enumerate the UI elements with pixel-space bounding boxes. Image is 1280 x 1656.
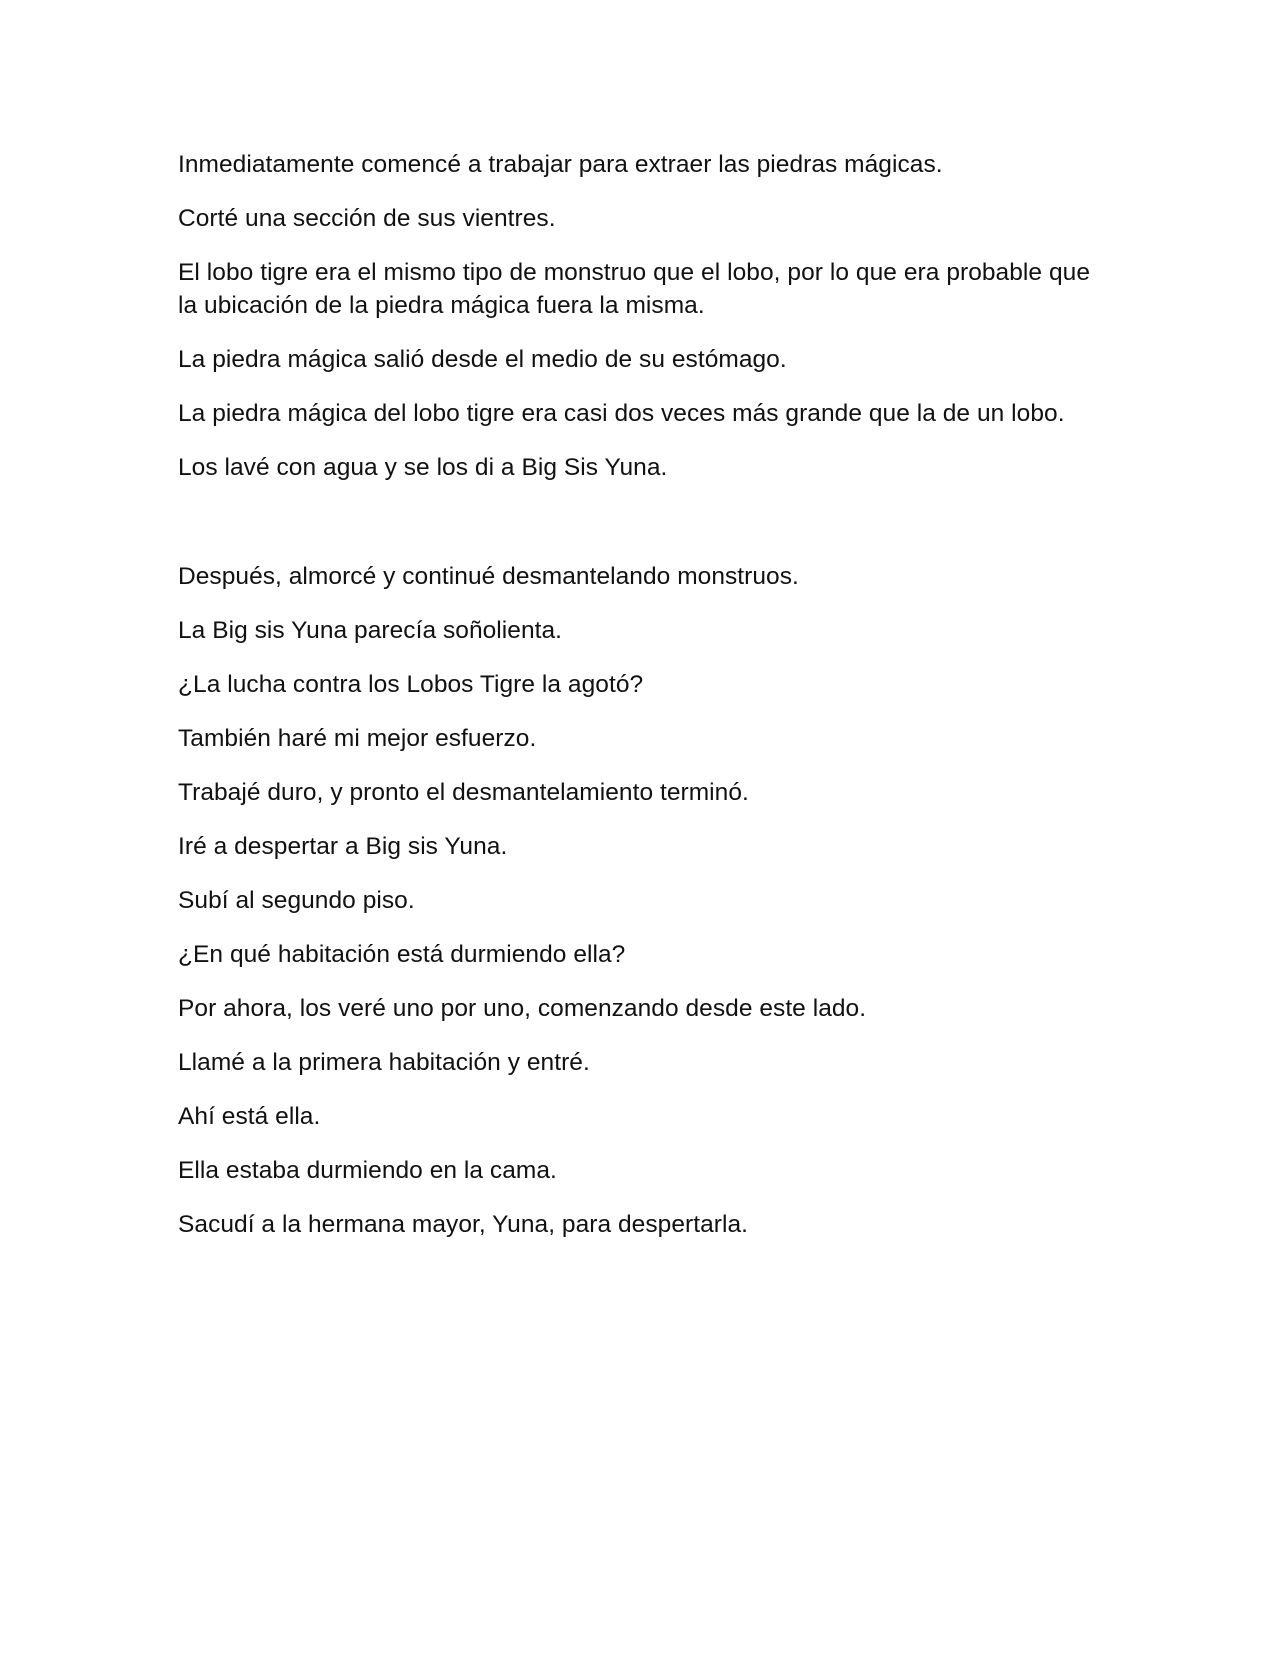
paragraph: También haré mi mejor esfuerzo. (178, 725, 537, 752)
paragraph: Corté una sección de sus vientres. (178, 205, 556, 232)
paragraph: Llamé a la primera habitación y entré. (178, 1049, 590, 1076)
paragraph: Los lavé con agua y se los di a Big Sis Yuna. (178, 454, 668, 481)
paragraph: Ahí está ella. (178, 1103, 321, 1130)
paragraph: Trabajé duro, y pronto el desmantelamiento terminó. (178, 779, 749, 806)
paragraph: La piedra mágica salió desde el medio de su estómago. (178, 346, 787, 373)
paragraph: ¿En qué habitación está durmiendo ella? (178, 941, 626, 968)
section-1 (178, 148, 1090, 484)
paragraph: La piedra mágica del lobo tigre era casi dos veces más grande que la de un lobo. (178, 400, 1065, 427)
paragraph: ¿La lucha contra los Lobos Tigre la agotó? (178, 671, 644, 698)
paragraph: La Big sis Yuna parecía soñolienta. (178, 617, 563, 644)
paragraph: Subí al segundo piso. (178, 887, 415, 914)
paragraph: Ella estaba durmiendo en la cama. (178, 1157, 557, 1184)
paragraph: Sacudí a la hermana mayor, Yuna, para despertarla. (178, 1211, 748, 1238)
paragraph: Después, almorcé y continué desmantelando monstruos. (178, 563, 799, 590)
paragraph: Iré a despertar a Big sis Yuna. (178, 833, 508, 860)
paragraph: Inmediatamente comencé a trabajar para extraer las piedras mágicas. (178, 151, 943, 178)
section-break (178, 505, 1090, 560)
paragraph: Por ahora, los veré uno por uno, comenzando desde este lado. (178, 995, 867, 1022)
paragraph: El lobo tigre era el mismo tipo de monstruo que el lobo, por lo que era probable que la ubicación de la piedra mágica fuera la misma. (178, 259, 1090, 319)
section-2 (178, 560, 1090, 1241)
